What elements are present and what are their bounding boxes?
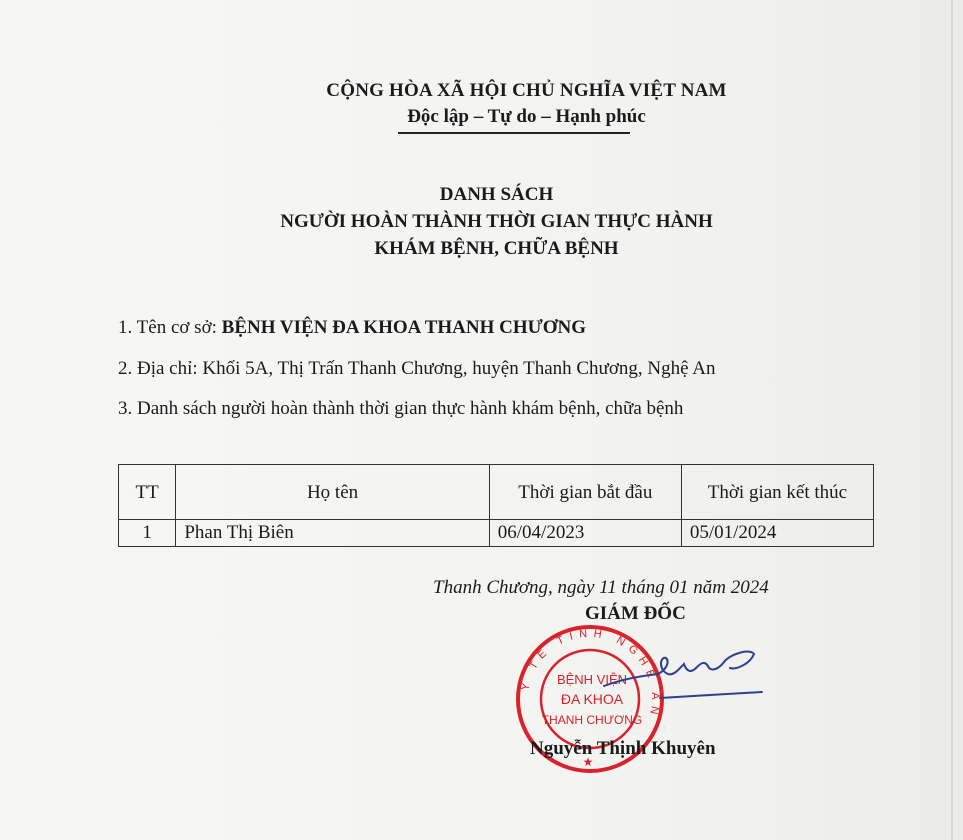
doc-title-line3: KHÁM BỆNH, CHỮA BỆNH bbox=[374, 238, 619, 259]
place-date: Thanh Chương, ngày 11 tháng 01 năm 2024 bbox=[433, 577, 769, 598]
doc-title-line2: NGƯỜI HOÀN THÀNH THỜI GIAN THỰC HÀNH bbox=[280, 211, 713, 232]
facility-line bbox=[118, 317, 586, 339]
cell-tt: 1 bbox=[119, 520, 176, 547]
signature-stroke bbox=[604, 652, 754, 686]
header-tt: TT bbox=[119, 465, 176, 520]
facility-name: BỆNH VIỆN ĐA KHOA THANH CHƯƠNG bbox=[221, 317, 587, 338]
cell-start: 06/04/2023 bbox=[489, 520, 681, 547]
signer-position: GIÁM ĐỐC bbox=[585, 603, 686, 624]
cell-end: 05/01/2024 bbox=[681, 520, 873, 547]
stamp-line3: THANH CHƯƠNG bbox=[541, 713, 643, 727]
list-intro-line: 3. Danh sách người hoàn thành thời gian thực hành khám bệnh, chữa bệnh bbox=[118, 398, 684, 419]
stamp-ring-text: Y TẾ TỈNH NGHỆ AN bbox=[519, 627, 662, 722]
stamp-star: ★ bbox=[582, 755, 594, 769]
table-header-row bbox=[119, 465, 874, 520]
signature-underline bbox=[660, 692, 762, 698]
cell-name: Phan Thị Biên bbox=[176, 520, 489, 547]
stamp-line1: BỆNH VIỆN bbox=[556, 672, 628, 687]
national-motto: Độc lập – Tự do – Hạnh phúc bbox=[407, 106, 646, 127]
signature-scribble bbox=[600, 640, 770, 710]
doc-title-line1: DANH SÁCH bbox=[439, 184, 554, 205]
stamp-line2: ĐA KHOA bbox=[560, 691, 624, 707]
signer-name: Nguyễn Thịnh Khuyên bbox=[530, 738, 716, 759]
header-name: Họ tên bbox=[176, 465, 489, 520]
address-line: 2. Địa chỉ: Khối 5A, Thị Trấn Thanh Chương, huyện Thanh Chương, Nghệ An bbox=[118, 358, 716, 379]
practitioner-table bbox=[118, 464, 874, 547]
facility-label: 1. Tên cơ sở: bbox=[118, 317, 222, 338]
motto-underline bbox=[398, 132, 630, 134]
header-start: Thời gian bắt đầu bbox=[489, 465, 681, 520]
national-name: CỘNG HÒA XÃ HỘI CHỦ NGHĨA VIỆT NAM bbox=[326, 80, 727, 101]
header-end: Thời gian kết thúc bbox=[681, 465, 873, 520]
table-row bbox=[119, 520, 874, 547]
